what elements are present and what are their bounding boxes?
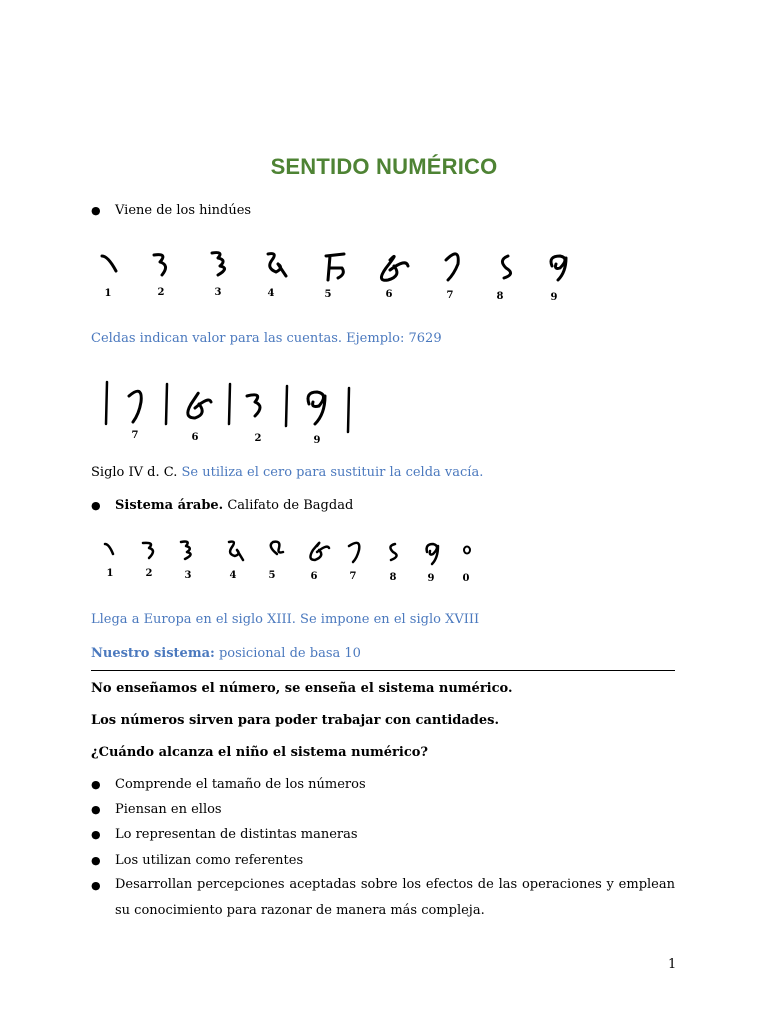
- list-item: Lo representan de distintas maneras: [115, 827, 358, 842]
- cells-example-svg: [95, 374, 365, 446]
- arab-glyph-2: [143, 543, 153, 558]
- cells-example-figure: [95, 374, 365, 446]
- hindu-label: 9: [550, 292, 558, 303]
- cells-label: 2: [254, 433, 262, 444]
- cells-glyph-2: [247, 395, 260, 416]
- bullet-icon: ●: [91, 204, 101, 217]
- siglo-blue-text: Se utiliza el cero para sustituir la celda vacía.: [181, 465, 484, 480]
- hindu-glyph-6: [381, 256, 408, 280]
- question-heading: ¿Cuándo alcanza el niño el sistema numérico?: [91, 745, 429, 760]
- hindu-label: 3: [214, 287, 222, 298]
- arab-label: 0: [462, 573, 470, 584]
- bold-statement-1: No enseñamos el número, se enseña el sistema numérico.: [91, 681, 513, 696]
- hindu-label: 6: [385, 289, 393, 300]
- hindu-label: 7: [446, 290, 454, 301]
- nuestro-sistema-bold: Nuestro sistema:: [91, 646, 215, 661]
- europa-line: Llega a Europa en el siglo XIII. Se impone en el siglo XVIII: [91, 612, 480, 627]
- arab-label: 9: [427, 573, 435, 584]
- hindu-glyph-9: [551, 256, 566, 280]
- cells-labels: [132, 430, 321, 446]
- arab-glyph-4: [229, 542, 243, 560]
- arab-label: 6: [310, 571, 318, 582]
- list-item: Piensan en ellos: [115, 802, 222, 817]
- arab-system-line: [115, 497, 353, 515]
- arab-system-bold: Sistema árabe.: [115, 498, 224, 513]
- hindu-glyph-8: [502, 256, 510, 278]
- hindu-glyph-2: [154, 255, 166, 275]
- hindu-label: 2: [157, 287, 165, 298]
- siglo-prefix: Siglo IV d. C.: [91, 465, 182, 480]
- horizontal-rule: [91, 670, 675, 671]
- arab-glyph-8: [390, 544, 396, 560]
- hindu-glyph-4: [268, 254, 286, 276]
- nuestro-sistema-rest: posicional de basa 10: [214, 646, 361, 661]
- arab-glyph-5: [271, 542, 283, 554]
- cell-divider: [348, 388, 349, 432]
- hindu-label: 8: [496, 291, 504, 302]
- bullet-icon: ●: [91, 854, 101, 867]
- arab-label: 8: [389, 572, 397, 583]
- hindu-glyph-1: [102, 256, 116, 271]
- hindu-numerals-svg: [90, 238, 580, 308]
- hindu-glyph-3: [212, 253, 225, 275]
- hindu-label: 4: [267, 288, 275, 299]
- arab-label: 1: [106, 568, 114, 579]
- bullet-icon: ●: [91, 499, 101, 512]
- bold-statement-2: Los números sirven para poder trabajar con cantidades.: [91, 713, 499, 728]
- siglo-line: [91, 464, 483, 482]
- hindu-label: 5: [324, 289, 332, 300]
- bullet-icon: ●: [91, 803, 101, 816]
- cell-divider: [106, 382, 107, 424]
- arab-label: 4: [229, 570, 237, 581]
- nuestro-sistema-line: [91, 645, 361, 663]
- hindu-labels: [105, 287, 558, 303]
- arab-glyph-7: [349, 543, 359, 562]
- page-number: 1: [668, 957, 677, 972]
- arab-glyph-0: [464, 547, 470, 554]
- bullet-icon: ●: [91, 828, 101, 841]
- cells-label: 9: [313, 435, 321, 446]
- arab-label: 2: [145, 568, 153, 579]
- hindu-glyph-7: [446, 254, 458, 280]
- bullet-icon: ●: [91, 778, 101, 791]
- page-title: SENTIDO NUMÉRICO: [270, 154, 498, 179]
- list-item: Los utilizan como referentes: [115, 853, 304, 868]
- cell-divider: [166, 384, 167, 424]
- arab-glyph-6: [310, 543, 329, 560]
- hindu-glyph-5: [326, 254, 344, 280]
- arab-label: 7: [349, 571, 357, 582]
- hindu-label: 1: [104, 288, 112, 299]
- arab-label: 5: [268, 570, 276, 581]
- cells-label: 7: [131, 430, 139, 441]
- arab-glyph-9: [427, 544, 438, 564]
- arab-numerals-svg: [95, 534, 485, 586]
- cell-divider: [286, 386, 287, 426]
- arab-numerals-figure: [95, 534, 485, 586]
- cells-glyph-7: [129, 391, 141, 422]
- cells-description: Celdas indican valor para las cuentas. Ejemplo: 7629: [91, 331, 442, 346]
- arab-label: 3: [184, 570, 192, 581]
- list-item: Comprende el tamaño de los números: [115, 777, 366, 792]
- cells-glyph-9: [308, 392, 325, 424]
- list-item: Desarrollan percepciones aceptadas sobre los efectos de las operaciones y emplean su conocimiento para razonar de manera más compleja.: [115, 877, 675, 918]
- intro-bullet-text: Viene de los hindúes: [115, 203, 252, 218]
- bullet-icon: ●: [91, 879, 101, 892]
- arab-glyph-3: [181, 542, 191, 560]
- cell-divider: [229, 384, 230, 424]
- cells-glyph-6: [188, 393, 211, 418]
- arab-labels: [107, 568, 470, 584]
- arab-glyph-1: [105, 544, 113, 554]
- cells-label: 6: [191, 432, 199, 443]
- arab-system-rest: Califato de Bagdad: [223, 498, 354, 513]
- hindu-numerals-figure: [90, 238, 580, 308]
